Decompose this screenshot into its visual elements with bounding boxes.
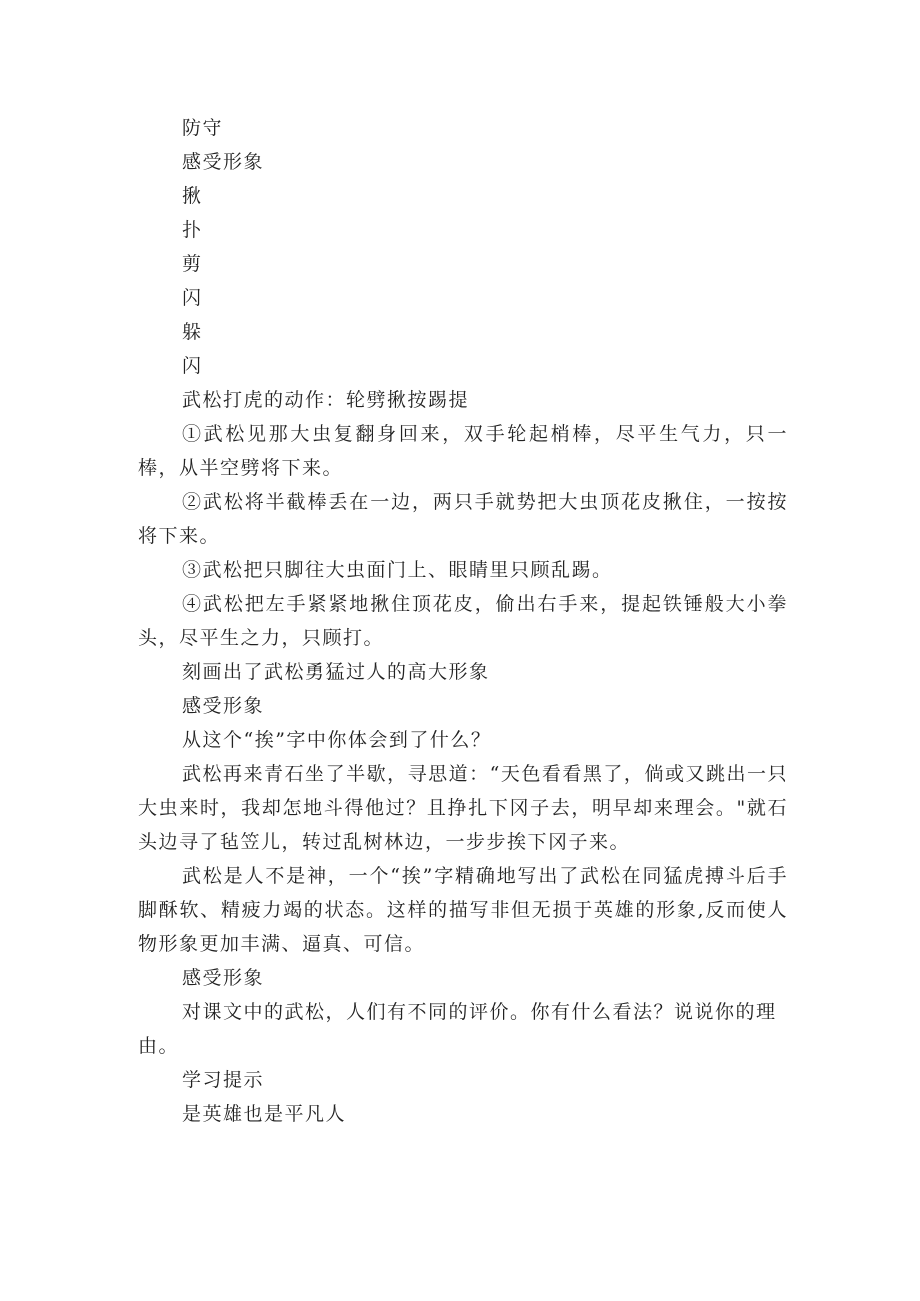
- action-paragraph: ③武松把只脚往大虫面门上、眼睛里只顾乱踢。: [182, 559, 613, 581]
- quote-paragraph: 武松再来青石坐了半歇，寻思道：“天色看看黑了，倘或又跳出一只大虫来时，我却怎地斗得他过？且挣扎下冈子去，明早却来理会。"就石头边寻了毡笠儿，转过乱树林边，一步步挨下冈子来。: [138, 763, 788, 853]
- prompt-line: 对课文中的武松，人们有不同的评价。你有什么看法？说说你的理由。: [138, 1001, 777, 1057]
- summary-line: 刻画出了武松勇猛过人的高大形象: [182, 661, 490, 683]
- hint-text: 是英雄也是平凡人: [182, 1103, 347, 1125]
- text-line: 防守: [182, 117, 224, 139]
- section-heading: 感受形象: [182, 151, 265, 173]
- text-line: 闪: [182, 287, 203, 309]
- action-paragraph: ④武松把左手紧紧地揪住顶花皮，偷出右手来，提起铁锤般大小拳头，尽平生之力，只顾打。: [138, 593, 788, 649]
- text-line: 剪: [182, 253, 203, 275]
- document-body: [138, 111, 788, 1131]
- text-line: 揪: [182, 185, 203, 207]
- question-line: 从这个“挨”字中你体会到了什么？: [182, 729, 492, 751]
- section-heading: 感受形象: [182, 695, 265, 717]
- text-line: 武松打虎的动作：轮劈揪按踢提: [182, 389, 470, 411]
- text-line: 躲: [182, 321, 203, 343]
- action-paragraph: ①武松见那大虫复翻身回来，双手轮起梢棒，尽平生气力，只一棒，从半空劈将下来。: [138, 423, 788, 479]
- action-paragraph: ②武松将半截棒丢在一边，两只手就势把大虫顶花皮揪住，一按按将下来。: [138, 491, 788, 547]
- text-line: 闪: [182, 355, 203, 377]
- section-heading: 感受形象: [182, 967, 265, 989]
- hint-label: 学习提示: [182, 1069, 265, 1091]
- analysis-paragraph: 武松是人不是神，一个“挨”字精确地写出了武松在同猛虎搏斗后手脚酥软、精疲力竭的状态。这样的描写非但无损于英雄的形象,反而使人物形象更加丰满、逼真、可信。: [138, 865, 788, 955]
- text-line: 扑: [182, 219, 203, 241]
